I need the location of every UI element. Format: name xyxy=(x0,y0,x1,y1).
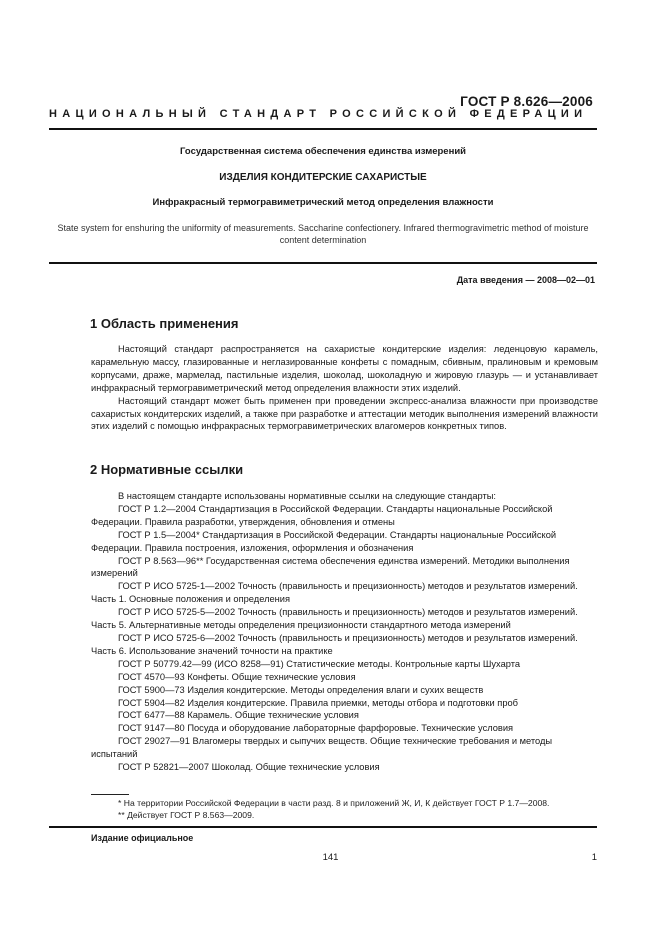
national-standard-title: НАЦИОНАЛЬНЫЙ СТАНДАРТ РОССИЙСКОЙ ФЕДЕРАЦИИ xyxy=(49,108,588,120)
reference-item: ГОСТ Р ИСО 5725-1—2002 Точность (правильность и прецизионность) методов и результатов измерений. Часть 1. Основные положения и определения xyxy=(91,581,578,605)
reference-item: ГОСТ Р 50779.42—99 (ИСО 8258—91) Статистические методы. Контрольные карты Шухарта xyxy=(118,658,521,669)
product-title: ИЗДЕЛИЯ КОНДИТЕРСКИЕ САХАРИСТЫЕ xyxy=(219,172,427,183)
reference-item: ГОСТ Р 1.5—2004* Стандартизация в Российской Федерации. Стандарты национальные Российской Федерации. Правила построения, изложения, оформления и обозначения xyxy=(91,529,557,553)
reference-item: ГОСТ Р 52821—2007 Шоколад. Общие технические условия xyxy=(118,762,380,773)
page-number-right: 1 xyxy=(591,852,597,863)
reference-item: ГОСТ Р 8.563—96** Государственная система обеспечения единства измерений. Методики выполнения измерений xyxy=(91,555,570,579)
reference-item: ГОСТ 29027—91 Влагомеры твердых и сыпучих веществ. Общие технические требования и методы испытаний xyxy=(91,736,553,760)
reference-item: ГОСТ 5900—73 Изделия кондитерские. Методы определения влаги и сухих веществ xyxy=(118,684,484,695)
system-title: Государственная система обеспечения единства измерений xyxy=(179,146,467,157)
paragraph: Настоящий стандарт распространяется на сахаристые кондитерские изделия: леденцовую карамель, карамельную массу, глазированные и неглазированные конфеты с помадным, сбивным, пралиновым и кремовым корпусами, драже, мармелад, пастильные изделия, шоколад, шоколадную и жировую глазурь — и устанавливает инфракрасный термогравиметрический метод определения влажности этих изделий. xyxy=(91,344,598,393)
footnote: ** Действует ГОСТ Р 8.563—2009. xyxy=(118,810,255,821)
section-2-body xyxy=(91,490,598,774)
footnote: * На территории Российской Федерации в части разд. 8 и приложений Ж, И, К действует ГОСТ Р 1.7—2008. xyxy=(118,798,550,808)
section-1-body xyxy=(91,343,598,433)
paragraph: В настоящем стандарте использованы нормативные ссылки на следующие стандарты: xyxy=(118,491,497,501)
reference-item: ГОСТ Р ИСО 5725-5—2002 Точность (правильность и прецизионность) методов и результатов измерений. Часть 5. Альтернативные методы определения прецизионности стандартного метода измерений xyxy=(91,607,578,631)
document-code: ГОСТ Р 8.626—2006 xyxy=(460,94,593,109)
footnotes xyxy=(91,797,598,821)
footnote-divider xyxy=(91,794,129,795)
method-title: Инфракрасный термогравиметрический метод определения влажности xyxy=(152,197,494,208)
header-divider xyxy=(49,128,597,130)
official-edition-label: Издание официальное xyxy=(91,833,194,843)
section-1-heading: 1 Область применения xyxy=(90,316,239,331)
reference-item: ГОСТ 6477—88 Карамель. Общие технические условия xyxy=(118,710,359,721)
section-2-heading: 2 Нормативные ссылки xyxy=(90,462,244,477)
introduction-date: Дата введения — 2008—02—01 xyxy=(456,275,595,285)
paragraph: Настоящий стандарт может быть применен при проведении экспресс-анализа влажности при производстве сахаристых кондитерских изделий, а также при разработке и аттестации методик выполнения измерений влажности этих изделий с помощью инфракрасных термогравиметрических влагомеров конкретных типов. xyxy=(91,395,598,432)
reference-item: ГОСТ 4570—93 Конфеты. Общие технические условия xyxy=(118,671,356,682)
reference-item: ГОСТ Р 1.2—2004 Стандартизация в Российской Федерации. Стандарты национальные Российской Федерации. Правила разработки, утверждения, обновления и отмены xyxy=(91,503,553,527)
footer-divider xyxy=(49,826,597,828)
reference-item: ГОСТ 5904—82 Изделия кондитерские. Правила приемки, методы отбора и подготовки проб xyxy=(118,697,518,708)
reference-item: ГОСТ 9147—80 Посуда и оборудование лабораторные фарфоровые. Технические условия xyxy=(118,723,514,734)
reference-item: ГОСТ Р ИСО 5725-6—2002 Точность (правильность и прецизионность) методов и результатов измерений. Часть 6. Использование значений точности на практике xyxy=(91,632,578,656)
title-divider xyxy=(49,262,597,264)
english-title: State system for enshuring the uniformity of measurements. Saccharine confectionery. Infrared thermogravimetric method of moisture content determination xyxy=(57,223,589,245)
page-number-center: 141 xyxy=(322,852,339,863)
